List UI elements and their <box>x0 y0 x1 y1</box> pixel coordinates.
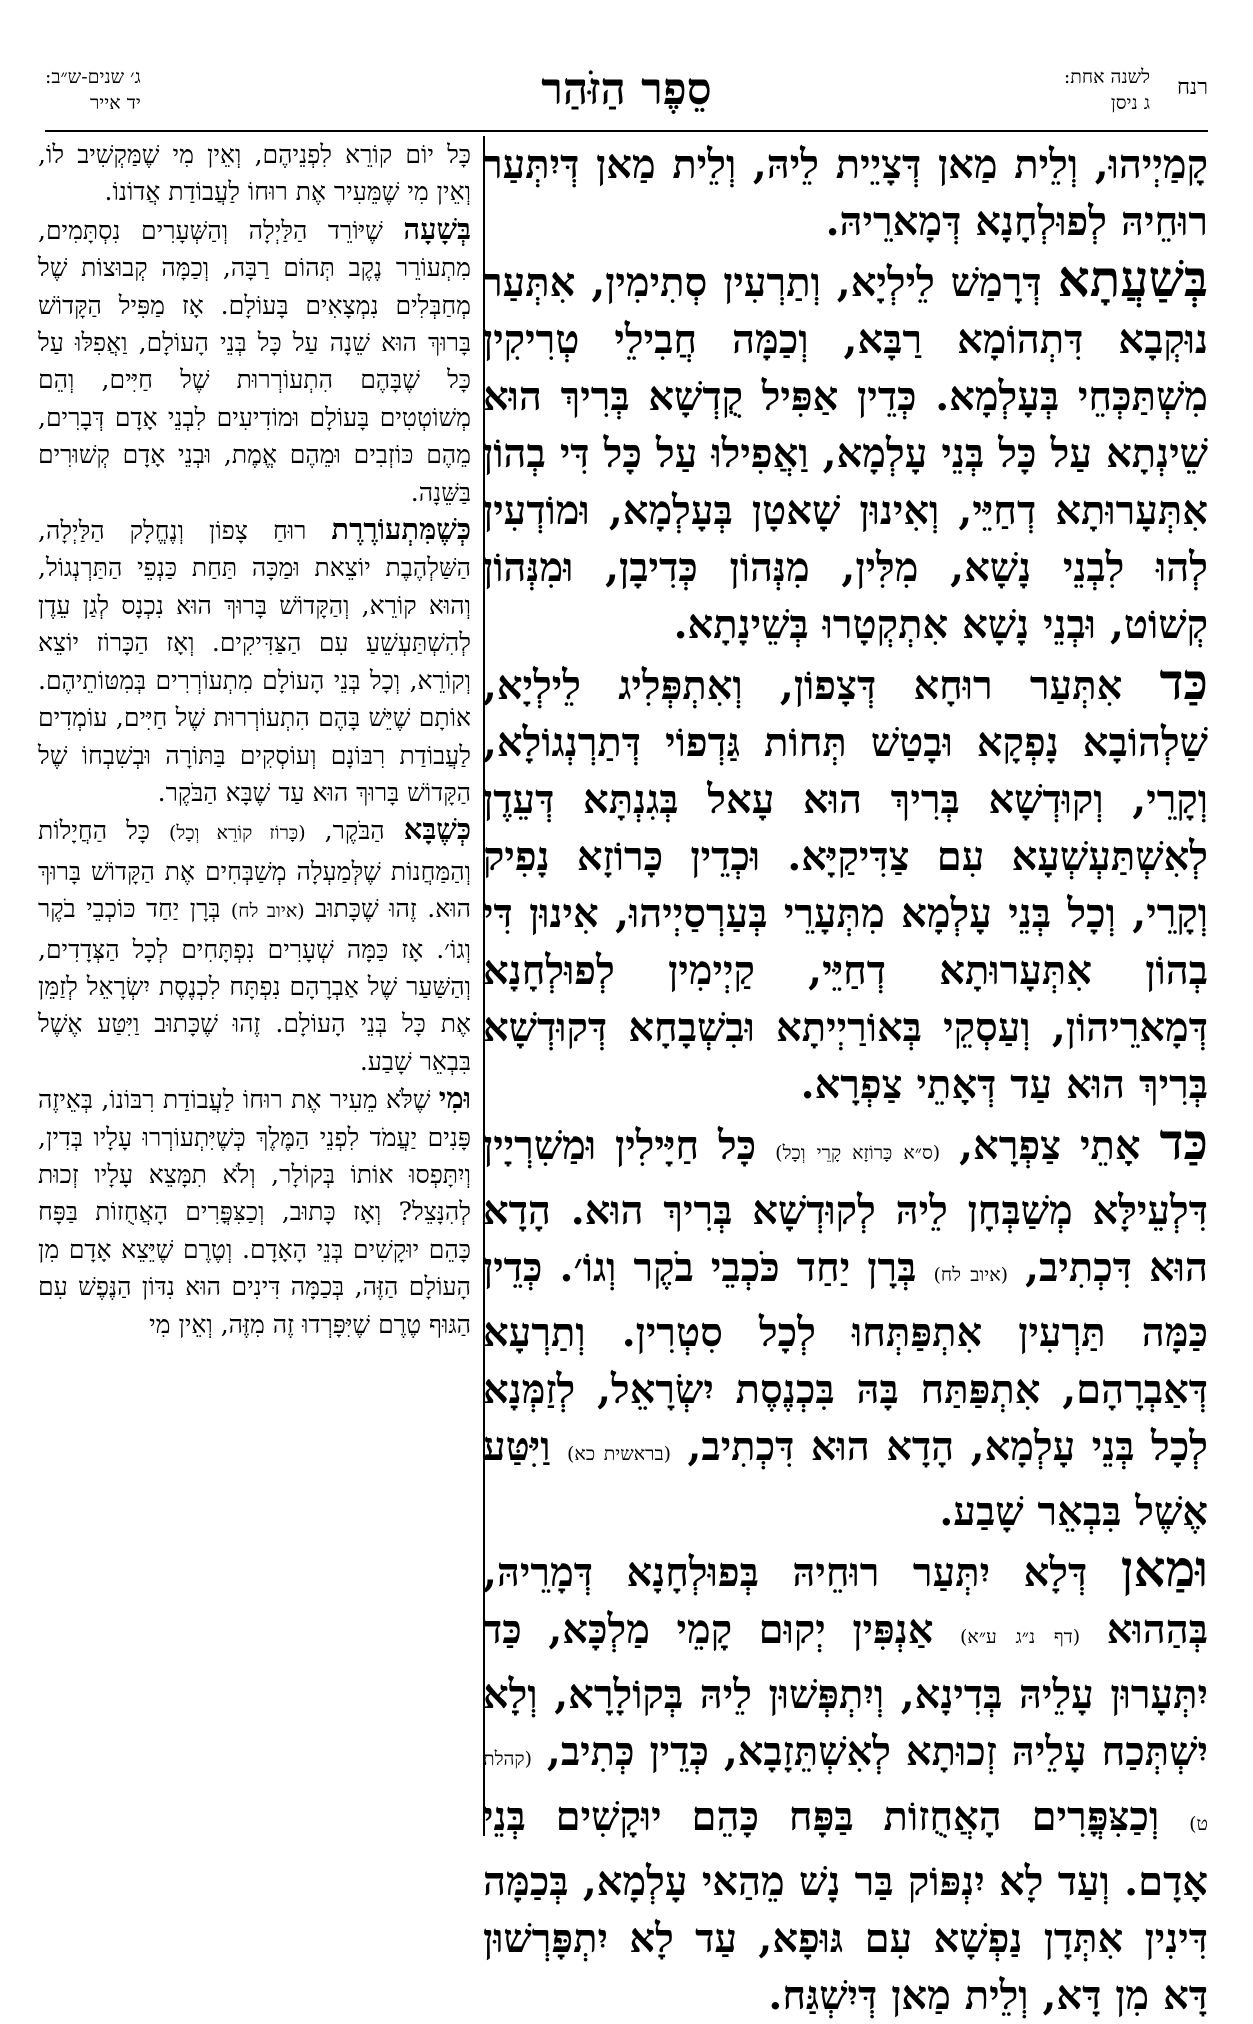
main-text: כָּל חַיָּילִין וּמַשִׁרְיָין דִּלְעֵילָּא מְשַׁבְּחָן לֵיהּ לְקוּדְשָׁא בְּרִיךְ הוּא. הָדָא הוּא דִּכְתִיב, <box>483 1122 1208 1291</box>
verse-reference: (קהלת ט) <box>483 1748 1208 1835</box>
paragraph-lead-word: כְּשֶׁבָּא <box>403 812 472 847</box>
folio-reference: (דף נ״ג ע״א) <box>960 1626 1081 1648</box>
paragraph-lead-word: וּמִי <box>438 1081 471 1116</box>
main-text: אָתֵי צַפְרָא, <box>940 1122 1160 1169</box>
header-rule <box>45 130 1208 132</box>
main-text: אִתְּעַר רוּחָא דְּצָפוֹן, וְאִתְפְּלִיג לֵילְיָא, שַׁלְהוֹבָא נָפְקָא וּבָטַשׁ תְּחוֹת גַּדְפוֹי דְּתַרְנְגוֹלָא, וְקָרֵי, וְקוּדְשָׁא בְּרִיךְ הוּא עָאל בְּגִנְתָּא דְּעֵדֶן לְאִשְׁתַּעְשְׁעָא עִם צַדִּיקַיָּא. וּכְדֵין כָּרוֹזָא נָפִיק וְקָרֵי, וְכָל בְּנֵי עָלְמָא מִתְּעָרֵי בְּעַרְסַיְיהוּ, אִינוּן דִּי בְהוֹן אִתְּעָרוּתָא דְחַיֵּי, קַיְימִין לְפוּלְחָנָא דְּמָארֵיהוֹן, וְעַסְקֵי בְּאוֹרַיְיתָא וּבִשְׁבָחָא דְּקוּדְשָׁא בְּרִיךְ הוּא עַד דְּאָתֵי צַפְרָא. <box>483 662 1208 1108</box>
main-text: אַנְפִּין יְקוּם קָמֵי מַלְכָּא, כַּד יִתְּעָרוּן עָלֵיהּ בְּדִינָא, וְיִתְפְּשׁוּן לֵיהּ בְּקוֹלָרָא, וְלָא יִשְׁתְּכַח עָלֵיהּ זְכוּתָא לְאִשְׁתֵּזָבָא, כְּדֵין כְּתִיב, <box>483 1606 1208 1775</box>
paragraph-lead-word: וּמַאן <box>1120 1539 1209 1598</box>
header-left-line2: יד אייר <box>89 92 141 114</box>
main-text: וְכַצִּפֳּרִים הָאֲחֻזוֹת בַּפָּח כָּהֵם יוּקָשִׁים בְּנֵי אָדָם. וְעַד לָא יִנְפּוֹק בַּר נָשׁ מֵהַאי עָלְמָא, בְּכַמָּה דִּינִין אִתְּדָן נַפְשָׁא עִם גּוּפָא, עַד לָא יִתְפָּרְשׁוּן דָּא מִן דָּא, וְלֵית מַאן דְּיִשְׁגַּח. <box>483 1793 1209 2019</box>
side-text: כָּל יוֹם קוֹרֵא לִפְנֵיהֶם, וְאֵין מִי שֶׁמַּקְשִׁיב לוֹ, וְאֵין מִי שֶׁמֵּעִיר אֶת רוּחוֹ לַעֲבוֹדַת אֲדוֹנוֹ. <box>38 140 471 207</box>
reference-note: (כָּרוֹז קוֹרֵא וְכָל) <box>169 822 306 845</box>
header-right-line1: לשנה אחת: <box>1063 66 1150 88</box>
reference-note: (ס״א כָּרוֹזָא קָרֵי וְכָל) <box>775 1142 941 1164</box>
header-left-line1: ג׳ שנים-ש״ב: <box>45 66 141 88</box>
main-paragraph <box>483 1540 1208 2024</box>
side-text: שֶׁלֹּא מֵעִיר אֶת רוּחוֹ לַעֲבוֹדַת רִבּוֹנוֹ, בְּאֵיזֶה פָּנִים יַעֲמֹד לִפְנֵי הַמֶּלֶךְ כְּשֶׁיִּתְעוֹרְרוּ עָלָיו בְּדִין, וְיִתָּפְסוּ אוֹתוֹ בְּקוֹלָר, וְלֹא תִמָּצֵא עָלָיו זְכוּת לְהִנָּצֵל? וְאָז כָּתוּב, וְכַצִּפֳּרִים הָאֲחֻזוֹת בַּפָּח כָּהֵם יוּקָשִׁים בְּנֵי הָאָדָם. וְטֶרֶם שֶׁיֵּצֵא אָדָם מִן הָעוֹלָם הַזֶּה, בְּכַמָּה דִּינִים הוּא נִדּוֹן הַנֶּפֶשׁ עִם הַגּוּף טֶרֶם שֶׁיִּפָּרְדוּ זֶה מִזֶּה, וְאֵין מִי <box>38 1085 471 1339</box>
main-text: בְּרָן יַחַד כֹּכְבֵי בֹקֶר וְגוֹ׳. כְּדֵין כַּמָּה תַּרְעִין אִתְפַּתְּחוּ לְכָל סִטְרִין. וְתַרְעָא דְּאַבְרָהָם, אִתְפַּתַּח בָּהּ בִּכְנֶסֶת יִשְׂרָאֵל, לְזַמְּנָא לְכָל בְּנֵי עָלְמָא, הָדָא הוּא דִּכְתִיב, <box>483 1244 1208 1470</box>
verse-reference: (איוב לח) <box>933 1264 1009 1286</box>
main-text: וַיִּטַּע אֶשֶׁל בִּבְאֵר שָׁבַע. <box>483 1423 1208 1535</box>
side-text: הַבֹּקֶר, <box>305 816 404 846</box>
page-header <box>45 62 1208 124</box>
side-paragraph <box>38 811 471 1080</box>
paragraph-lead-word: כַּד <box>1159 652 1208 711</box>
side-paragraph <box>38 1080 471 1343</box>
header-right-line2: ג ניסן <box>1110 92 1150 114</box>
column-divider <box>483 136 485 1836</box>
paragraph-lead-word: בְּשַׁעֲתָא <box>1057 249 1208 308</box>
paragraph-lead-word: בְּשָׁעָה <box>403 211 471 246</box>
main-paragraph <box>483 136 1208 250</box>
side-paragraph <box>38 511 471 811</box>
paragraph-lead-word: כַּד <box>1159 1112 1208 1171</box>
side-text: כָּל הַחֲיָלוֹת וְהַמַּחֲנוֹת שֶׁלְּמַעְלָה מְשַׁבְּחִים אֶת הַקָּדוֹשׁ בָּרוּךְ הוּא. זֶהוּ שֶׁכָּתוּב <box>38 816 471 924</box>
main-text-column <box>483 136 1209 2019</box>
page-number: רנח <box>1177 75 1208 100</box>
verse-reference: (בראשית כא) <box>567 1443 672 1465</box>
main-paragraph <box>483 653 1208 1113</box>
verse-reference: (איוב לח) <box>230 900 305 923</box>
main-text: דְּרָמַשׁ לֵילְיָא, וְתַרְעִין סְתִימִין, אִתְּעַר נוּקְבָא דִּתְהוֹמָא רַבָּא, וְכַמָּה חֲבִילֵי טְרִיקִין מִשְׁתַּכְּחֵי בְּעָלְמָא. כְּדֵין אַפִּיל קֻדְשָׁא בְּרִיךְ הוּא שֵׁינְתָא עַל כָּל בְּנֵי עָלְמָא, וַאֲפִילוּ עַל כָּל דִּי בְהוֹן אִתְּעָרוּתָא דְחַיֵּי, וְאִינוּן שָׁאטָן בְּעָלְמָא, וּמוֹדְעִין לְהוּ לִבְנֵי נָשָׁא, מִלִּין, מִנְּהוֹן כְּדִיבָן, וּמִנְּהוֹן קְשׁוֹט, וּבְנֵי נָשָׁא אִתְקְטָרוּ בְּשֵׁינָתָא. <box>483 259 1208 648</box>
paragraph-lead-word: כְּשֶׁמִּתְעוֹרֶרֶת <box>331 512 471 547</box>
main-text: קָמַיְיהוּ, וְלֵית מַאן דְּצָיֵית לֵיהּ, וְלֵית מַאן דְּיִתְּעַר רוּחֵיהּ לְפוּלְחָנָא דְּמָארֵיהּ. <box>483 141 1208 245</box>
side-text: רוּחַ צָפוֹן וְנֶחֱלָק הַלַּיְלָה, הַשַּׁלְהֶבֶת יוֹצֵאת וּמַכָּה תַּחַת כַּנְפֵי הַתַּרְנְגוֹל, וְהוּא קוֹרֵא, וְהַקָּדוֹשׁ בָּרוּךְ הוּא נִכְנָס לְגַן עֵדֶן לְהִשְׁתַּעְשֵׁעַ עִם הַצַּדִּיקִים. וְאָז הַכָּרוֹז יוֹצֵא וְקוֹרֵא, וְכָל בְּנֵי הָעוֹלָם מִתְעוֹרְרִים בְּמִטּוֹתֵיהֶם. אוֹתָם שֶׁיֵּשׁ בָּהֶם הִתְעוֹרְרוּת שֶׁל חַיִּים, עוֹמְדִים לַעֲבוֹדַת רִבּוֹנָם וְעוֹסְקִים בַּתּוֹרָה וּבְשִׁבְחוֹ שֶׁל הַקָּדוֹשׁ בָּרוּךְ הוּא עַד שֶׁבָּא הַבֹּקֶר. <box>38 516 471 807</box>
main-text: דְּלָא יִתְּעַר רוּחֵיהּ בְּפוּלְחָנָא דְּמָרֵיהּ, בְּהַהוּא <box>483 1549 1208 1653</box>
side-text: בְּרָן יַחַד כּוֹכְבֵי בֹקֶר וְגוֹ׳. אָז כַּמָּה שְׁעָרִים נִפְתָּחִים לְכָל הַצְּדָדִים, וְהַשַּׁעַר שֶׁל אַבְרָהָם נִפְתָּח לִכְנֶסֶת יִשְׂרָאֵל לְזַמֵּן אֶת כָּל בְּנֵי הָעוֹלָם. זֶהוּ שֶׁכָּתוּב וַיִּטַּע אֶשֶׁל בִּבְאֵר שָׁבַע. <box>38 894 471 1076</box>
translation-column <box>38 136 471 1836</box>
side-paragraph <box>38 211 471 511</box>
main-paragraph <box>483 1113 1208 1540</box>
side-text: שֶׁיּוֹרֵד הַלַּיְלָה וְהַשְּׁעָרִים נִסְתָּמִים, מִתְעוֹרֵר נֶקֶב תְּהוֹם רַבָּה, וְכַמָּה קְבוּצוֹת שֶׁל מְחַבְּלִים נִמְצָאִים בָּעוֹלָם. אָז מַפִּיל הַקָּדוֹשׁ בָּרוּךְ הוּא שֵׁנָה עַל כָּל בְּנֵי הָעוֹלָם, וַאֲפִלּוּ עַל כָּל שֶׁבָּהֶם הִתְעוֹרְרוּת שֶׁל חַיִּים, וְהֵם מְשׁוֹטְטִים בָּעוֹלָם וּמוֹדִיעִים לִבְנֵי אָדָם דְּבָרִים, מֵהֶם כּוֹזְבִים וּמֵהֶם אֱמֶת, וּבְנֵי אָדָם קְשׁוּרִים בַּשֵּׁנָה. <box>38 215 471 507</box>
header-left-note <box>45 64 141 116</box>
side-paragraph <box>38 136 471 211</box>
main-paragraph <box>483 250 1208 653</box>
book-title: סֵפֶר הַזֹּהַר <box>541 64 712 115</box>
